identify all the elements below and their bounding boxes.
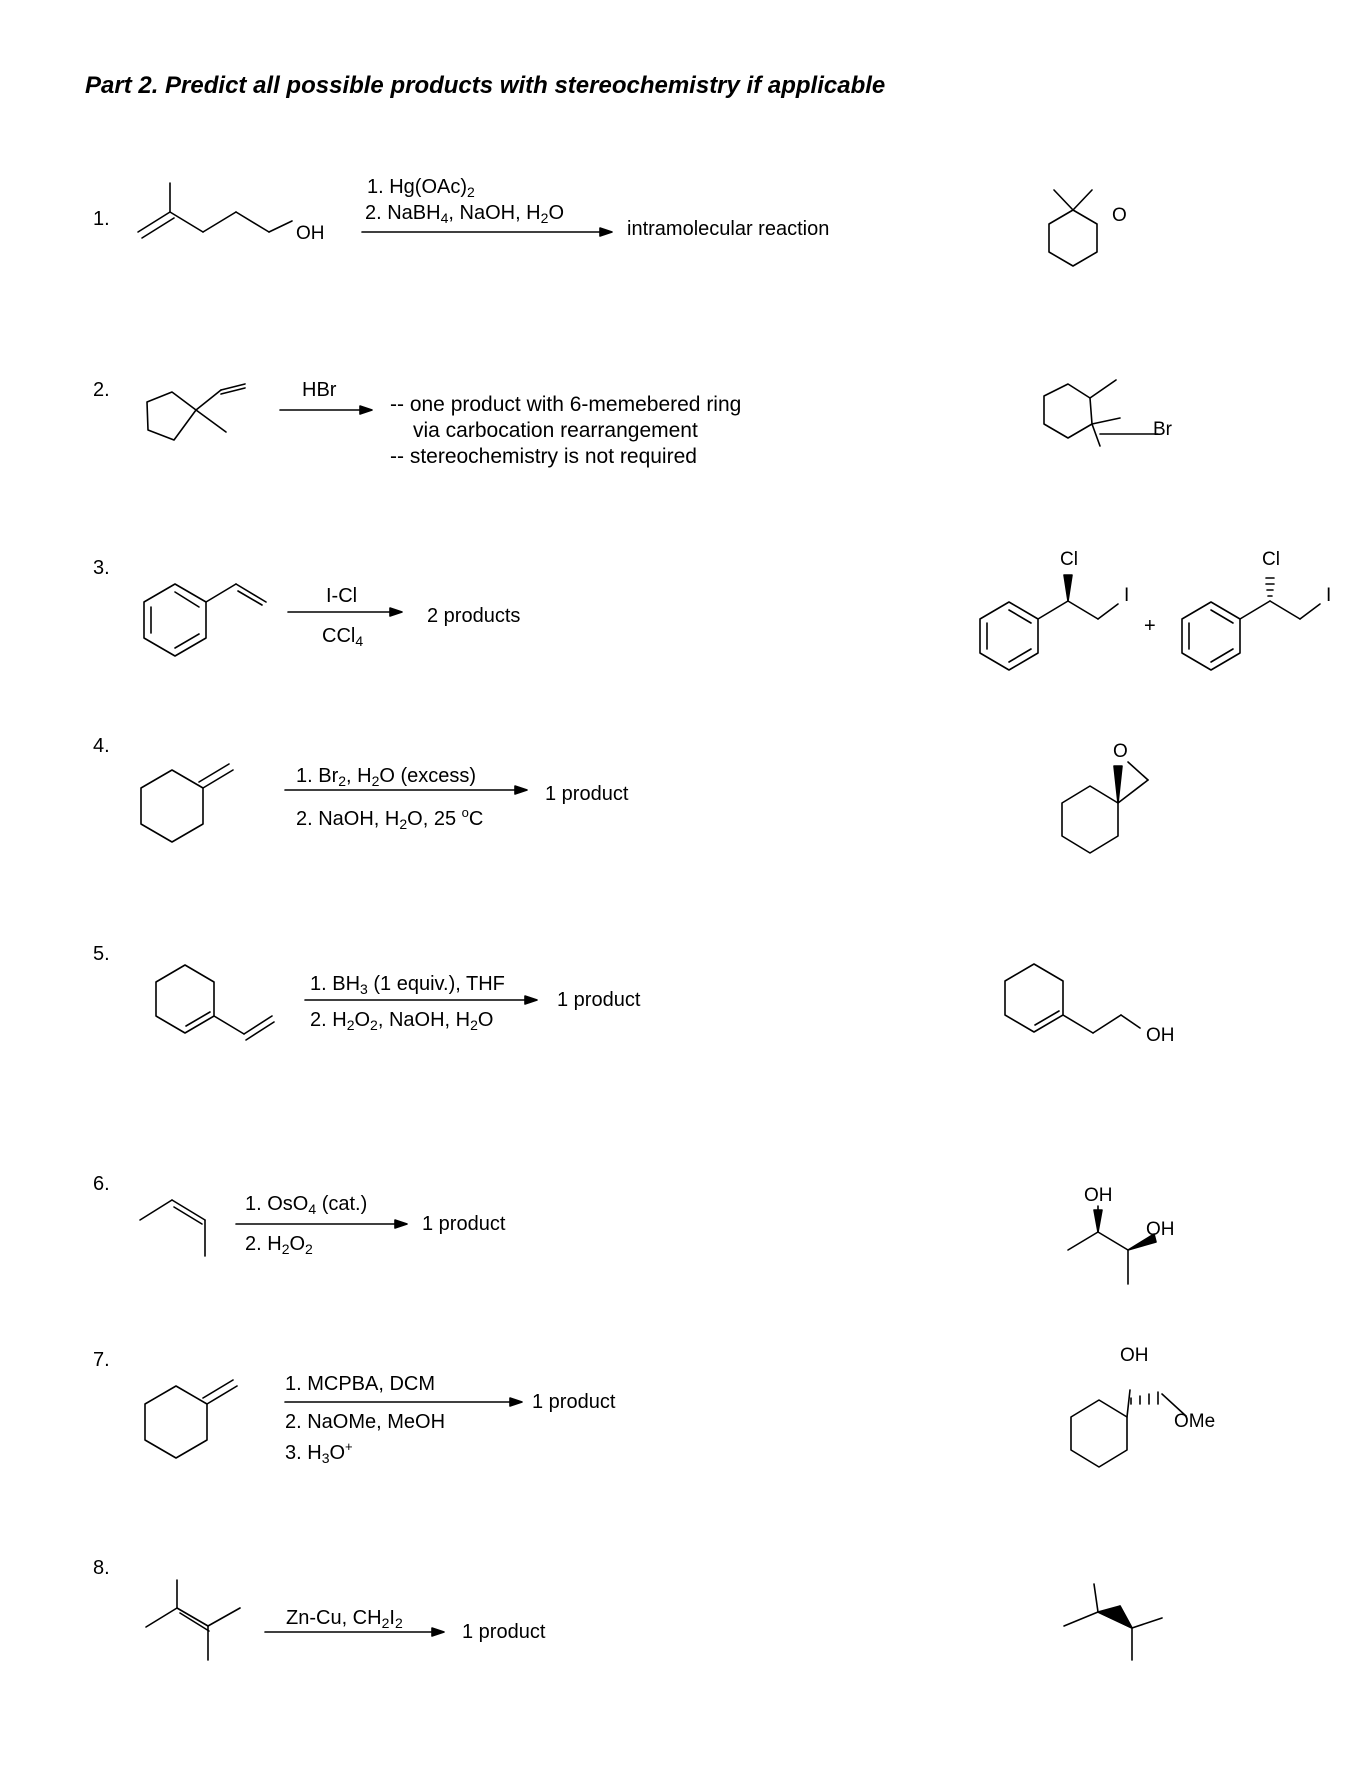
conditions-5-line2: 2. $H_2O_2$, NaOH, $H_2O$: [310, 1009, 494, 1033]
note-3: 2 products: [427, 605, 521, 627]
conditions-6-line2: 2. $H_2O_2$: [245, 1233, 313, 1257]
conditions-4-line1: 1. $Br_2$, $H_2O$ (excess): [296, 765, 477, 789]
product-6-oh-label-1: OH: [1084, 1185, 1113, 1206]
product-1-o-label: O: [1112, 205, 1127, 226]
conditions-1-line1: 1. $Hg(OAc)_2$: [367, 176, 475, 200]
problem-number-2: 2.: [93, 379, 110, 401]
substrate-3-skeleton: [144, 584, 266, 656]
product-3a-i-label: I: [1124, 585, 1130, 606]
substrate-2-skeleton: [147, 384, 245, 440]
product-7-skeleton: [1071, 1390, 1186, 1467]
note-2-line1: -- one product with 6-memebered ring: [390, 393, 742, 416]
conditions-7-line2: 2. NaOMe, MeOH: [285, 1411, 446, 1433]
conditions-3-line1: I-Cl: [326, 585, 358, 607]
substrate-8-skeleton: [146, 1580, 240, 1660]
problem-number-7: 7.: [93, 1349, 110, 1371]
note-4: 1 product: [545, 783, 629, 805]
product-6-skeleton: [1068, 1206, 1156, 1284]
note-2-line2: via carbocation rearrangement: [413, 419, 698, 442]
note-2-line3: -- stereochemistry is not required: [390, 445, 697, 468]
problem-number-3: 3.: [93, 557, 110, 579]
product-5-oh-label: OH: [1146, 1025, 1175, 1046]
problem-number-5: 5.: [93, 943, 110, 965]
conditions-8: Zn-Cu, $CH_2I_2$: [286, 1607, 403, 1631]
product-6-oh-label-2: OH: [1146, 1219, 1175, 1240]
product-4-o-label: O: [1113, 741, 1128, 762]
conditions-1-line2: 2. NaBH$_4$, NaOH, $H_2O$: [365, 202, 564, 226]
conditions-7-line3: 3. $H_3O^+$: [285, 1439, 353, 1466]
product-4-skeleton: [1062, 762, 1148, 853]
conditions-5-line1: 1. $BH_3$ (1 equiv.), THF: [310, 973, 505, 997]
note-8: 1 product: [462, 1621, 546, 1643]
substrate-4-skeleton: [141, 764, 233, 842]
substrate-5-skeleton: [156, 965, 274, 1040]
substrate-7-skeleton: [145, 1380, 237, 1458]
problem-number-8: 8.: [93, 1557, 110, 1579]
product-2-skeleton: [1044, 380, 1158, 446]
note-6: 1 product: [422, 1213, 506, 1235]
conditions-4-line2: 2. NaOH, $H_2O$, 25 $^o$C: [296, 805, 484, 832]
conditions-6-line1: 1. OsO$_4$ (cat.): [245, 1193, 368, 1217]
product-3b-skeleton: [1182, 578, 1320, 670]
product-3b-cl-label: Cl: [1262, 549, 1280, 570]
conditions-2: HBr: [302, 379, 337, 401]
problem-number-1: 1.: [93, 208, 110, 230]
substrate-1-oh-label: OH: [296, 223, 325, 244]
page-title: Part 2. Predict all possible products with stereochemistry if applicable: [85, 72, 886, 99]
product-3a-skeleton: [980, 575, 1118, 670]
note-7: 1 product: [532, 1391, 616, 1413]
product-7-ome-label: OMe: [1174, 1411, 1216, 1432]
product-5-skeleton: [1005, 964, 1140, 1033]
product-1-skeleton: [1049, 190, 1097, 266]
product-plus-sign: +: [1144, 615, 1156, 637]
product-7-oh-label: OH: [1120, 1345, 1149, 1366]
product-3a-cl-label: Cl: [1060, 549, 1078, 570]
product-8-skeleton: [1064, 1584, 1162, 1660]
problem-number-6: 6.: [93, 1173, 110, 1195]
note-5: 1 product: [557, 989, 641, 1011]
conditions-3-line2: CCl$_4$: [322, 625, 364, 649]
conditions-7-line1: 1. MCPBA, DCM: [285, 1373, 436, 1395]
product-3b-i-label: I: [1326, 585, 1332, 606]
problem-number-4: 4.: [93, 735, 110, 757]
product-2-br-label: Br: [1153, 419, 1172, 440]
note-1: intramolecular reaction: [627, 218, 830, 240]
substrate-1-skeleton: [138, 183, 292, 238]
substrate-6-skeleton: [140, 1200, 205, 1256]
